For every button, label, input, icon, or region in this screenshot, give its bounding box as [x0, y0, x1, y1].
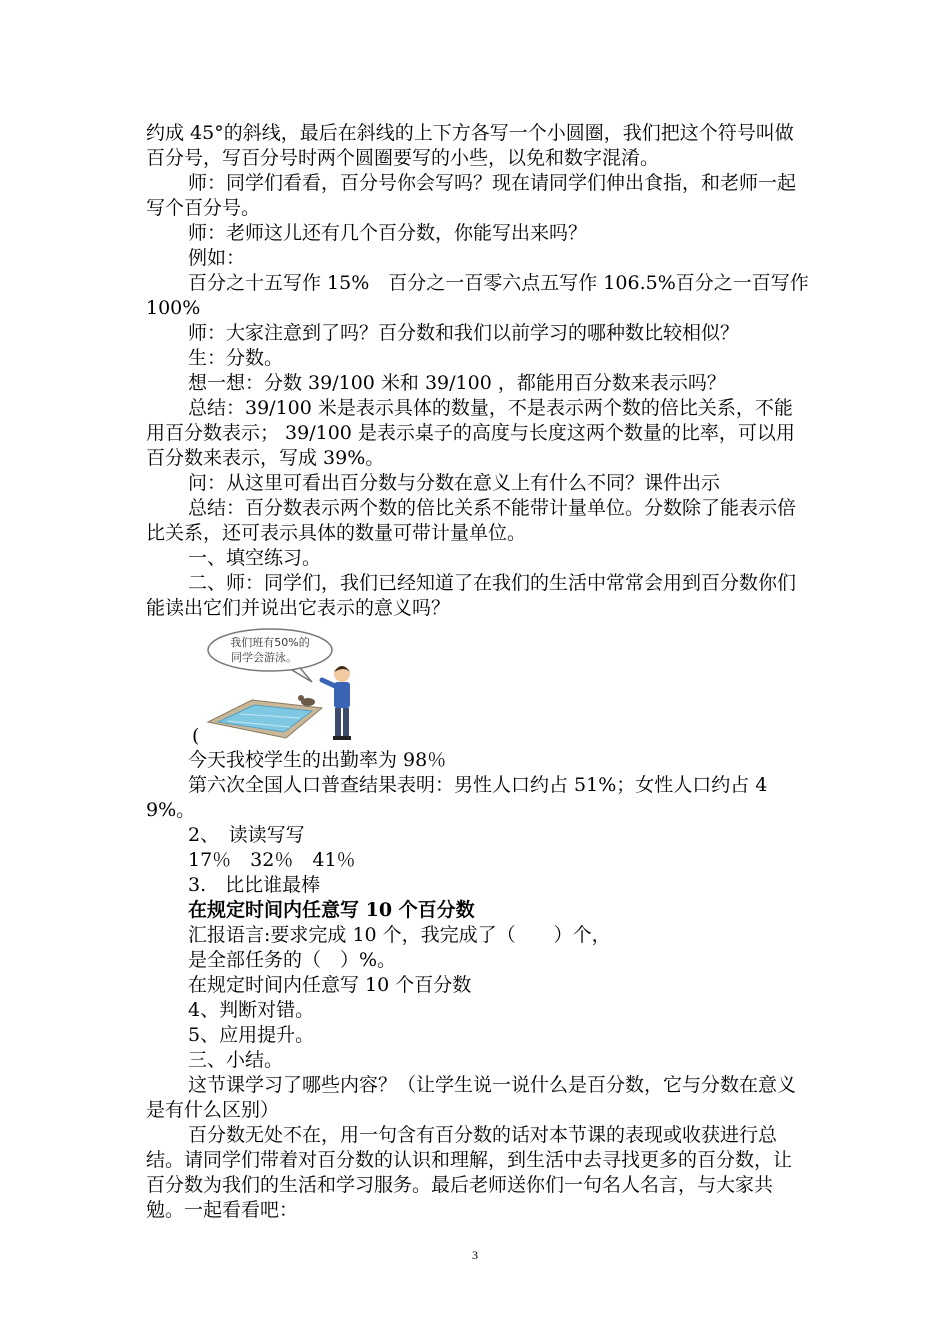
paragraph: 想一想：分数 39/100 米和 39/100 ，都能用百分数来表示吗？: [188, 372, 726, 394]
bubble-text-line-1: 我们班有50%的: [230, 636, 310, 649]
paragraph: 百分之十五写作 15% 百分之一百零六点五写作 106.5%百分之一百写作 100%: [146, 272, 809, 319]
paragraph: 一、填空练习。: [188, 547, 322, 569]
speech-bubble-tail: [292, 668, 312, 682]
paragraph: 在规定时间内任意写 10 个百分数: [188, 974, 472, 996]
paragraph: 师：同学们看看，百分号你会写吗？现在请同学们伸出食指，和老师一起写个百分号。: [146, 172, 797, 219]
paragraphs-after-figure: [146, 748, 810, 1223]
paragraph: 是全部任务的（ ）%。: [188, 949, 397, 971]
paragraph: 生：分数。: [188, 347, 284, 369]
paragraph: 汇报语言:要求完成 10 个，我完成了（ ）个，: [188, 924, 611, 946]
paragraph: 百分数无处不在，用一句含有百分数的话对本节课的表现或收获进行总结。请同学们带着对百分数的认识和理解，到生活中去寻找更多的百分数，让百分数为我们的生活和学习服务。最后老师送你们一句名人名言，与大家共勉。一起看看吧：: [146, 1124, 793, 1221]
swimming-pool-illustration: [204, 626, 372, 744]
boy-leg: [343, 708, 349, 736]
figure-row: [146, 626, 810, 748]
bubble-text-line-2: 同学会游泳。: [231, 651, 297, 664]
paragraph: 5、应用提升。: [188, 1024, 315, 1046]
boy-shoe: [333, 736, 342, 740]
paragraph: 约成 45°的斜线，最后在斜线的上下方各写一个小圆圈，我们把这个符号叫做百分号，写百分号时两个圆圈要写的小些，以免和数字混淆。: [146, 122, 794, 169]
paragraph: 今天我校学生的出勤率为 98％: [188, 749, 447, 771]
boy-leg: [335, 708, 341, 736]
figure-paren: (: [192, 725, 200, 747]
paragraph: 总结：39/100 米是表示具体的数量，不是表示两个数的倍比关系，不能用百分数表示； 39/100 是表示桌子的高度与长度这两个数量的比率，可以用百分数来表示，写成 39%。: [146, 397, 795, 469]
paragraph: 2、 读读写写: [188, 824, 305, 846]
paragraph: 师：大家注意到了吗？百分数和我们以前学习的哪种数比较相似？: [188, 322, 740, 344]
dog-head: [298, 695, 304, 701]
boy-shoe: [342, 736, 351, 740]
paragraph: 问：从这里可看出百分数与分数在意义上有什么不同？课件出示: [188, 472, 721, 494]
paragraph: 总结：百分数表示两个数的倍比关系不能带计量单位。分数除了能表示倍比关系，还可表示具体的数量可带计量单位。: [146, 497, 797, 544]
page-number: 3: [472, 1248, 478, 1262]
paragraph: 三、小结。: [188, 1049, 284, 1071]
paragraph: 二、师：同学们，我们已经知道了在我们的生活中常常会用到百分数你们能读出它们并说出它表示的意义吗？: [146, 572, 797, 619]
boy-arm: [322, 680, 335, 686]
paragraph: 例如：: [188, 247, 246, 269]
document-body: [146, 121, 810, 1223]
paragraph: 3. 比比谁最棒: [188, 874, 321, 896]
paragraph: 这节课学习了哪些内容？（让学生说一说什么是百分数，它与分数在意义是有什么区别）: [146, 1074, 797, 1121]
paragraph: 在规定时间内任意写 10 个百分数: [188, 899, 475, 921]
paragraphs-before-figure: [146, 121, 810, 621]
paragraph: 师：老师这儿还有几个百分数，你能写出来吗？: [188, 222, 588, 244]
paragraph: 17％ 32％ 41％: [188, 849, 356, 871]
paragraph: 4、判断对错。: [188, 999, 315, 1021]
paragraph: 第六次全国人口普查结果表明：男性人口约占 51%；女性人口约占 49%。: [146, 774, 768, 821]
